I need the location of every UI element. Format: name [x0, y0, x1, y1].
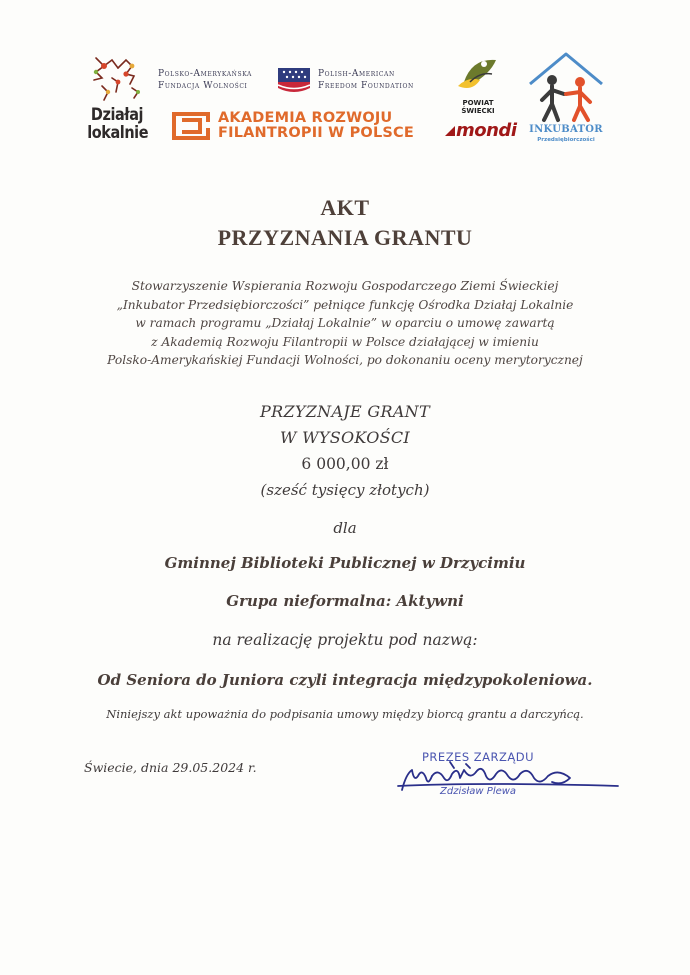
intro-line: Polsko-Amerykańskiej Fundacji Wolności, po dokonaniu oceny merytorycznej: [107, 353, 583, 367]
grant-amount-words: (sześć tysięcy złotych): [260, 481, 430, 499]
place-date: Świecie, dnia 29.05.2024 r.: [84, 760, 257, 775]
pafw-polish-name: Polsko-Amerykańska Fundacja Wolności: [158, 69, 252, 91]
intro-line: „Inkubator Przedsiębiorczości” pełniące funkcję Ośrodka Działaj Lokalnie: [116, 297, 574, 312]
mondi-wordmark: mondi: [456, 120, 517, 141]
grant-heading-line1: PRZYZNAJE GRANT: [260, 402, 430, 421]
grant-amount: 6 000,00 zł: [301, 455, 389, 473]
powiat-swiecki-logo: [446, 52, 510, 116]
inkubator-subtitle: Przedsiębiorczości: [537, 137, 595, 143]
document-title: AKT: [320, 195, 370, 220]
inkubator-logo: [524, 50, 608, 150]
arfp-line2: FILANTROPII W POLSCE: [218, 125, 414, 141]
powiat-emblem-icon: [446, 52, 510, 98]
intro-line: z Akademią Rozwoju Filantropii w Polsce działającej w imieniu: [151, 334, 539, 349]
intro-line: Stowarzyszenie Wspierania Rozwoju Gospodarczego Ziemi Świeckiej: [131, 279, 559, 293]
lokalnie-word: lokalnie: [87, 123, 149, 143]
powiat-label: POWIAT ŚWIECKI: [461, 99, 495, 115]
arfp-name: [218, 111, 438, 141]
pafw-english-name: Polish-American Freedom Foundation: [318, 69, 414, 91]
president-stamp: [392, 746, 622, 806]
grant-heading-line2: W WYSOKOŚCI: [279, 428, 411, 447]
authorization-note: Niniejszy akt upoważnia do podpisania umowy między biorcą grantu a darczyńcą.: [106, 707, 584, 721]
dzialaj-lokalnie-logo: [82, 52, 152, 144]
intro-paragraph: [0, 277, 690, 370]
recipient-name: Gminnej Biblioteki Publicznej w Drzycimiu: [164, 554, 526, 572]
intro-line: w ramach programu „Działaj Lokalnie” w oparciu o umowę zawartą: [135, 316, 555, 330]
arfp-mark-icon: [172, 110, 210, 142]
realization-label: na realizację projektu pod nazwą:: [212, 631, 478, 649]
inkubator-people-icon: [524, 50, 608, 124]
stamp-role: PREZES ZARZĄDU: [422, 750, 535, 764]
arfp-logo: [172, 110, 432, 144]
mondi-logo: [443, 118, 519, 144]
dzialaj-word: Działaj: [90, 105, 144, 125]
inkubator-title: INKUBATOR: [529, 124, 603, 135]
flag-emblem-icon: [276, 66, 312, 98]
stamp-name: Zdzisław Plewa: [440, 786, 517, 797]
informal-group: Grupa nieformalna: Aktywni: [226, 592, 464, 610]
project-name: Od Seniora do Juniora czyli integracja międzypokoleniowa.: [97, 671, 593, 689]
arfp-line1: AKADEMIA ROZWOJU: [218, 110, 393, 126]
document-subtitle: PRZYZNANIA GRANTU: [217, 225, 473, 250]
pafw-logo: [158, 66, 433, 106]
logo-band: [0, 0, 690, 160]
mondi-mark-icon: [443, 124, 457, 138]
flower-icon: [82, 52, 152, 108]
for-label: dla: [333, 519, 357, 537]
